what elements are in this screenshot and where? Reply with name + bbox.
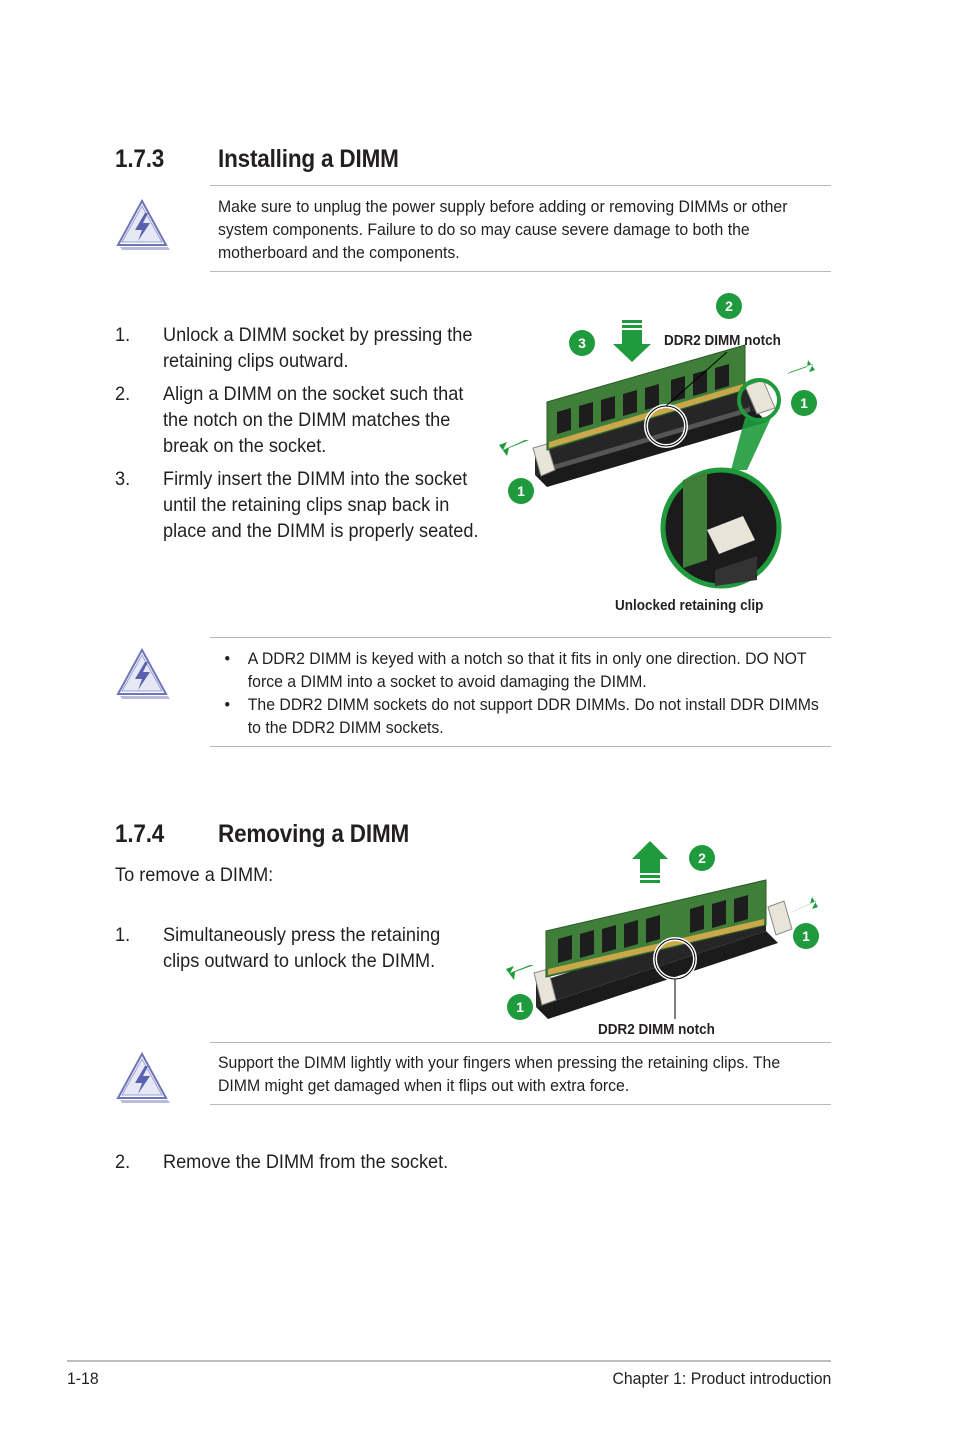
bullet: • [224,649,231,668]
clip-arrow-icon [499,440,529,456]
list-item [218,693,827,739]
section-title: Removing a DIMM [218,820,410,848]
warning-text: Make sure to unplug the power supply before adding or removing DIMMs or other system components. Failure to do so may cause severe damage to both the motherboard and the components. [218,197,788,262]
clip-arrow-icon [787,360,815,374]
chapter-title: Chapter 1: Product introduction [612,1369,831,1388]
divider [210,185,831,186]
step-badge: 1 [508,478,534,504]
clip-arrow-icon [506,965,534,980]
divider [210,1042,831,1043]
footer-rule [67,1360,831,1362]
intro-text: To remove a DIMM: [115,864,274,886]
divider [210,746,831,747]
step-number: 1. [115,924,131,946]
step-badge: 3 [569,330,595,356]
notch-label: DDR2 DIMM notch [598,1022,715,1038]
section-title: Installing a DIMM [218,145,399,173]
bullet: • [224,695,231,714]
step-number: 2. [115,1151,131,1173]
step-badge: 1 [793,923,819,949]
step-number: 2. [115,383,131,405]
warning-icon [114,646,172,702]
divider [210,271,831,272]
step-number: 1. [115,324,131,346]
step-badge: 2 [716,293,742,319]
dimm-remove-illustration [500,835,830,1025]
notes-list [218,647,827,739]
warning-text: Support the DIMM lightly with your fingers when pressing the retaining clips. The DIMM might get damaged when it flips out with extra force. [218,1053,781,1095]
clip-arrow-icon [790,897,818,913]
list-item [218,647,827,693]
step-text: Simultaneously press the retaining clips outward to unlock the DIMM. [163,924,441,972]
step-badge: 2 [689,845,715,871]
note-text: A DDR2 DIMM is keyed with a notch so that it fits in only one direction. DO NOT force a DIMM into a socket to avoid damaging the DIMM. [247,649,807,691]
remove-arrow-icon [632,841,668,883]
step-badge: 1 [507,994,533,1020]
step-text: Firmly insert the DIMM into the socket until the retaining clips snap back in place and the DIMM is properly seated. [163,468,479,542]
step-text: Align a DIMM on the socket such that the notch on the DIMM matches the break on the socket. [163,383,464,457]
note-text: The DDR2 DIMM sockets do not support DDR DIMMs. Do not install DDR DIMMs to the DDR2 DIMM sockets. [247,695,819,737]
section-number: 1.7.4 [115,820,165,848]
step-badge: 1 [791,390,817,416]
section-number: 1.7.3 [115,145,165,173]
step-number: 3. [115,468,131,490]
step-text: Remove the DIMM from the socket. [163,1151,449,1173]
warning-icon [114,197,172,253]
step-text: Unlock a DIMM socket by pressing the retaining clips outward. [163,324,473,372]
page-number: 1-18 [67,1369,99,1388]
warning-icon [114,1050,172,1106]
clip-label: Unlocked retaining clip [615,598,764,614]
notch-label: DDR2 DIMM notch [664,333,781,349]
divider [210,637,831,638]
insert-arrow-icon [613,320,651,362]
divider [210,1104,831,1105]
